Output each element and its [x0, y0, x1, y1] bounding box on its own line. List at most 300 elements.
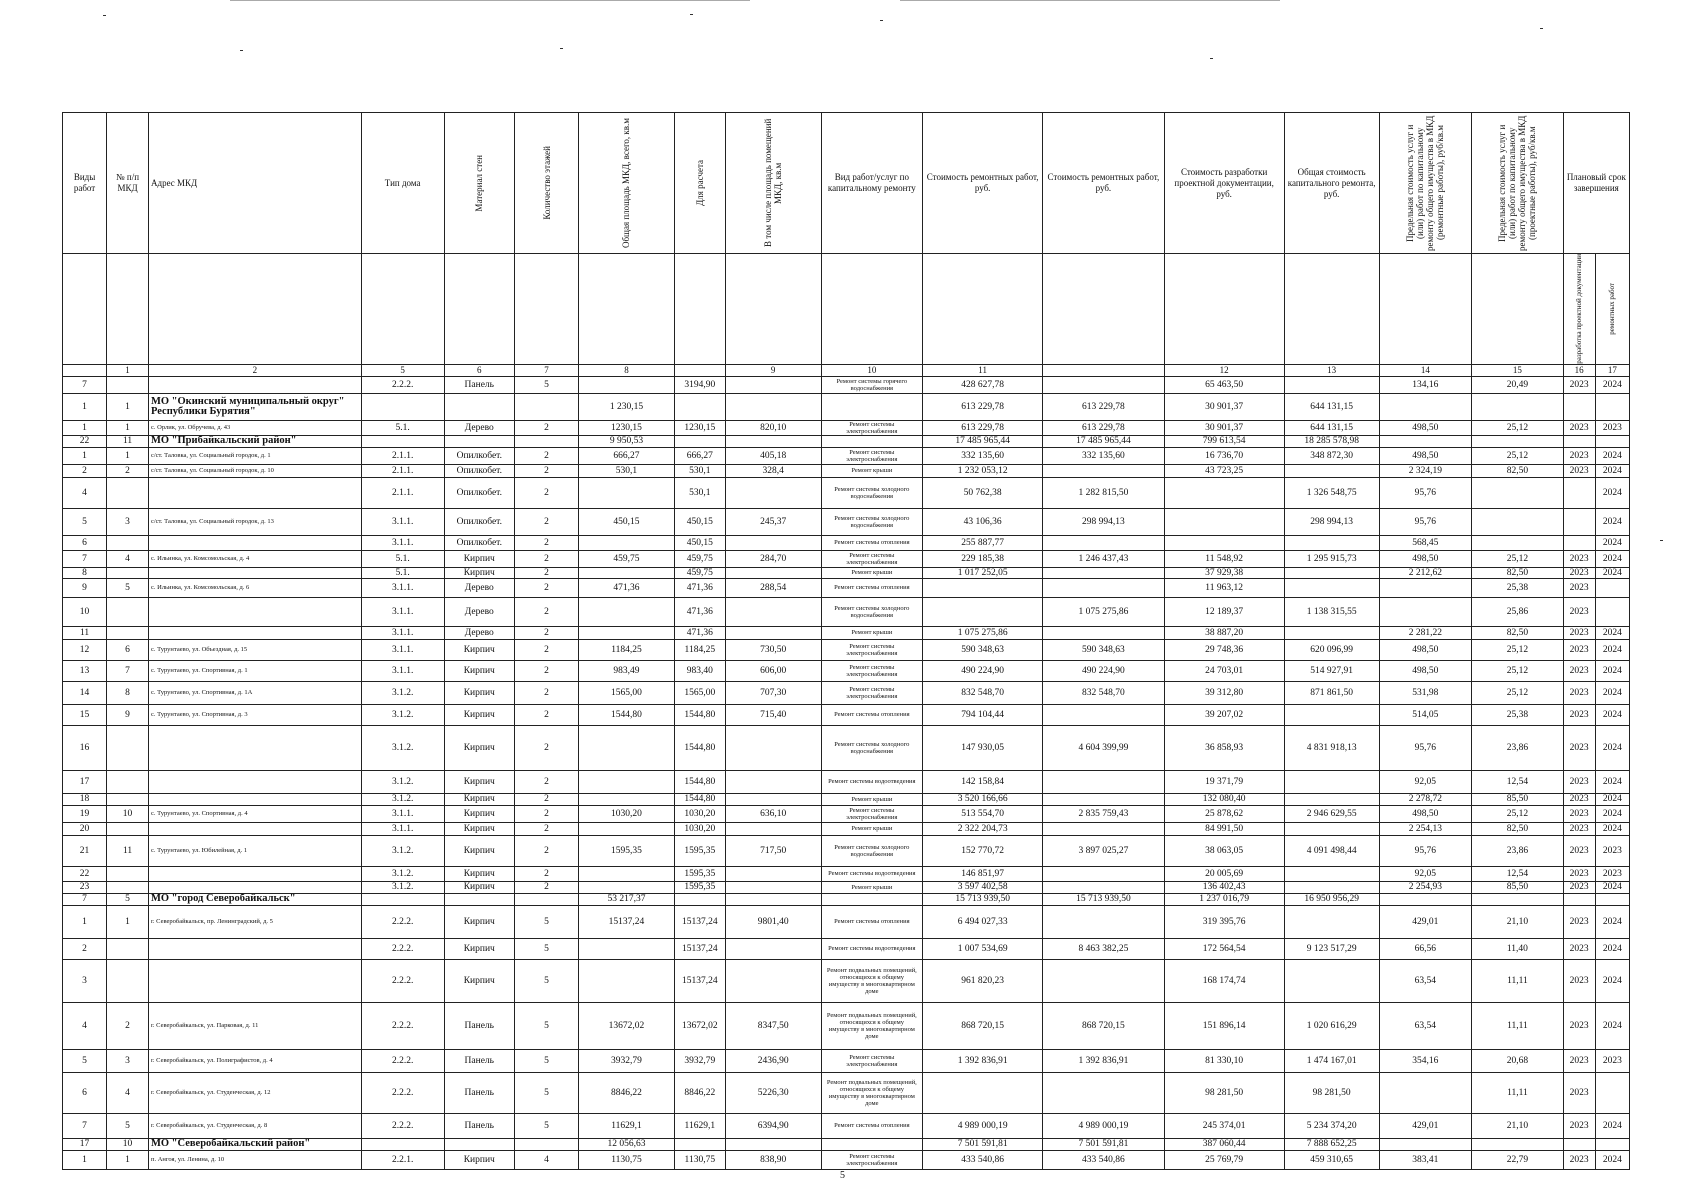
table-cell: 5.1.: [361, 550, 444, 567]
table-cell: 3.1.1.: [361, 805, 444, 822]
table-row: [63, 550, 1630, 567]
table-cell: 1 020 616,29: [1284, 1002, 1379, 1049]
table-cell: 18: [63, 793, 107, 805]
table-cell: Кирпич: [444, 793, 515, 805]
table-cell: [821, 1138, 922, 1150]
table-cell: 2024: [1595, 550, 1629, 567]
table-cell: 1030,20: [674, 805, 725, 822]
table-row: [63, 938, 1630, 959]
table-cell: [107, 535, 149, 550]
table-cell: 514,05: [1379, 704, 1472, 725]
table-cell: [579, 793, 675, 805]
table-cell: 10: [63, 597, 107, 626]
table-cell: Ремонт подвальных помещений, относящихся к общему имуществу в многоквартирном доме: [821, 959, 922, 1002]
table-cell: [1284, 578, 1379, 597]
table-cell: 92,05: [1379, 770, 1472, 793]
table-cell: Дерево: [444, 597, 515, 626]
table-row: [63, 477, 1630, 508]
table-cell: Ремонт системы горячего водоснабжения: [821, 376, 922, 393]
table-cell: 498,50: [1379, 639, 1472, 660]
table-cell: 7 501 591,81: [923, 1138, 1043, 1150]
table-cell: 2.1.1.: [361, 477, 444, 508]
table-cell: 2: [515, 508, 579, 535]
table-cell: 2: [515, 835, 579, 866]
table-cell: 490 224,90: [1043, 660, 1164, 681]
table-cell: 2 254,13: [1379, 822, 1472, 835]
table-cell: 387 060,44: [1164, 1138, 1284, 1150]
table-cell: 19 371,79: [1164, 770, 1284, 793]
table-cell: [725, 376, 821, 393]
table-cell: Кирпич: [444, 1150, 515, 1169]
table-cell: [107, 477, 149, 508]
table-cell: 644 131,15: [1284, 393, 1379, 420]
table-cell: [107, 959, 149, 1002]
table-cell: [1595, 578, 1629, 597]
table-cell: 25,12: [1472, 805, 1564, 822]
table-cell: [361, 1138, 444, 1150]
table-cell: 3: [63, 959, 107, 1002]
table-cell: 38 063,05: [1164, 835, 1284, 866]
header-floors: Количество этажей: [515, 113, 579, 254]
table-cell: [1284, 376, 1379, 393]
table-row: [63, 681, 1630, 704]
table-cell: [1563, 893, 1595, 905]
table-cell: Ремонт крыши: [821, 881, 922, 893]
table-row: [63, 822, 1630, 835]
table-cell: 19: [63, 805, 107, 822]
table-cell: [1043, 626, 1164, 639]
table-cell: с/ст. Таловка, ул. Социальный городок, д. 13: [148, 508, 361, 535]
table-cell: 284,70: [725, 550, 821, 567]
table-cell: 1 246 437,43: [1043, 550, 1164, 567]
table-cell: 82,50: [1472, 822, 1564, 835]
table-cell: 730,50: [725, 639, 821, 660]
table-cell: Кирпич: [444, 704, 515, 725]
table-cell: 36 858,93: [1164, 725, 1284, 770]
table-cell: 2024: [1595, 508, 1629, 535]
table-cell: 21,10: [1472, 1113, 1564, 1138]
table-cell: [148, 626, 361, 639]
table-cell: [148, 881, 361, 893]
table-cell: 498,50: [1379, 660, 1472, 681]
table-cell: 6394,90: [725, 1113, 821, 1138]
table-cell: 2.1.1.: [361, 447, 444, 464]
table-cell: 2024: [1595, 1002, 1629, 1049]
table-cell: 8846,22: [674, 1072, 725, 1113]
table-cell: 3932,79: [674, 1049, 725, 1072]
table-row: [63, 567, 1630, 578]
table-cell: 2.2.2.: [361, 905, 444, 938]
table-cell: [1379, 1138, 1472, 1150]
table-cell: 1 232 053,12: [923, 464, 1043, 477]
table-row: [63, 508, 1630, 535]
table-cell: 832 548,70: [923, 681, 1043, 704]
table-cell: 471,36: [674, 626, 725, 639]
table-cell: 1230,15: [674, 420, 725, 435]
table-cell: [107, 938, 149, 959]
header-wall-material: Материал стен: [444, 113, 515, 254]
table-cell: 1: [107, 905, 149, 938]
table-cell: 2 281,22: [1379, 626, 1472, 639]
table-cell: 2024: [1595, 905, 1629, 938]
table-cell: 82,50: [1472, 464, 1564, 477]
table-cell: [444, 1138, 515, 1150]
table-cell: 4: [515, 1150, 579, 1169]
table-cell: 2: [515, 681, 579, 704]
table-cell: 172 564,54: [1164, 938, 1284, 959]
table-cell: [725, 1138, 821, 1150]
table-cell: Ремонт системы электроснабжения: [821, 805, 922, 822]
table-cell: [1472, 435, 1564, 447]
table-cell: Ремонт системы электроснабжения: [821, 639, 922, 660]
table-cell: 23: [63, 881, 107, 893]
table-cell: 2023: [1595, 1049, 1629, 1072]
table-cell: [1595, 1072, 1629, 1113]
table-cell: 2 278,72: [1379, 793, 1472, 805]
table-cell: [579, 597, 675, 626]
header-design-cost: Стоимость разработки проектной документации, руб.: [1164, 113, 1284, 254]
table-cell: [725, 959, 821, 1002]
table-cell: 3.1.2.: [361, 770, 444, 793]
table-cell: [674, 393, 725, 420]
table-cell: 255 887,77: [923, 535, 1043, 550]
table-cell: 2023: [1563, 1113, 1595, 1138]
table-cell: 82,50: [1472, 567, 1564, 578]
table-cell: 3 520 166,66: [923, 793, 1043, 805]
table-cell: 245,37: [725, 508, 821, 535]
table-cell: 20 005,69: [1164, 866, 1284, 881]
table-cell: [725, 567, 821, 578]
table-cell: 613 229,78: [923, 393, 1043, 420]
table-cell: 10: [107, 1138, 149, 1150]
table-cell: Дерево: [444, 626, 515, 639]
table-row: [63, 770, 1630, 793]
table-cell: 3.1.1.: [361, 578, 444, 597]
table-cell: Ремонт системы холодного водоснабжения: [821, 597, 922, 626]
table-cell: [1472, 1138, 1564, 1150]
table-cell: 2024: [1595, 805, 1629, 822]
table-cell: 3: [107, 508, 149, 535]
table-cell: 2023: [1563, 681, 1595, 704]
table-cell: 39 312,80: [1164, 681, 1284, 704]
table-row: [63, 660, 1630, 681]
table-cell: 7: [107, 660, 149, 681]
table-cell: 2023: [1563, 597, 1595, 626]
table-cell: 11: [107, 435, 149, 447]
table-cell: [725, 725, 821, 770]
table-cell: 1595,35: [674, 835, 725, 866]
table-cell: 136 402,43: [1164, 881, 1284, 893]
table-row: [63, 435, 1630, 447]
table-cell: 12,54: [1472, 770, 1564, 793]
table-cell: [148, 477, 361, 508]
table-row: [63, 704, 1630, 725]
table-cell: Ремонт системы отопления: [821, 704, 922, 725]
table-cell: [725, 626, 821, 639]
table-cell: [923, 1072, 1043, 1113]
table-cell: 7 888 652,25: [1284, 1138, 1379, 1150]
table-cell: 168 174,74: [1164, 959, 1284, 1002]
table-cell: [1284, 704, 1379, 725]
table-cell: 15: [63, 704, 107, 725]
table-cell: Ремонт системы электроснабжения: [821, 447, 922, 464]
table-cell: 2: [107, 464, 149, 477]
table-cell: Панель: [444, 1072, 515, 1113]
table-cell: 715,40: [725, 704, 821, 725]
table-cell: 2023: [1563, 938, 1595, 959]
table-cell: [1043, 464, 1164, 477]
table-cell: [107, 793, 149, 805]
table-cell: 2.2.2.: [361, 1113, 444, 1138]
subheader-row: [63, 254, 1630, 365]
table-cell: 3.1.1.: [361, 660, 444, 681]
table-cell: 25,38: [1472, 704, 1564, 725]
table-cell: [444, 393, 515, 420]
table-cell: 471,36: [674, 597, 725, 626]
table-cell: [148, 535, 361, 550]
table-cell: 66,56: [1379, 938, 1472, 959]
table-cell: Дерево: [444, 420, 515, 435]
table-cell: [1563, 508, 1595, 535]
table-cell: 6: [63, 535, 107, 550]
table-cell: 1 295 915,73: [1284, 550, 1379, 567]
table-cell: 433 540,86: [1043, 1150, 1164, 1169]
table-cell: 2024: [1595, 626, 1629, 639]
works-table-container: [62, 112, 1630, 1170]
table-cell: 2.2.2.: [361, 938, 444, 959]
table-cell: 3.1.1.: [361, 626, 444, 639]
page-number: 5: [840, 1170, 845, 1181]
table-cell: 8347,50: [725, 1002, 821, 1049]
table-cell: [515, 393, 579, 420]
table-cell: Ремонт системы электроснабжения: [821, 1150, 922, 1169]
table-cell: 5: [107, 578, 149, 597]
table-cell: 9801,40: [725, 905, 821, 938]
table-cell: 6 494 027,33: [923, 905, 1043, 938]
table-cell: [579, 477, 675, 508]
table-cell: 498,50: [1379, 447, 1472, 464]
table-cell: [821, 893, 922, 905]
table-cell: [1043, 567, 1164, 578]
table-cell: 1595,35: [674, 881, 725, 893]
table-cell: Ремонт системы электроснабжения: [821, 681, 922, 704]
table-cell: 147 930,05: [923, 725, 1043, 770]
table-cell: 98 281,50: [1284, 1072, 1379, 1113]
table-cell: 514 927,91: [1284, 660, 1379, 681]
header-mkd-number: № п/п МКД: [107, 113, 149, 254]
table-cell: [148, 793, 361, 805]
table-cell: 2023: [1563, 959, 1595, 1002]
table-cell: 332 135,60: [1043, 447, 1164, 464]
table-cell: 620 096,99: [1284, 639, 1379, 660]
table-cell: 15 713 939,50: [1043, 893, 1164, 905]
column-number: 12: [1164, 364, 1284, 376]
table-cell: 22: [63, 435, 107, 447]
table-cell: [1472, 893, 1564, 905]
table-cell: 15137,24: [579, 905, 675, 938]
table-cell: 1595,35: [674, 866, 725, 881]
table-cell: [579, 567, 675, 578]
table-cell: 3.1.1.: [361, 822, 444, 835]
table-cell: 11: [107, 835, 149, 866]
table-cell: 1565,00: [674, 681, 725, 704]
table-cell: 298 994,13: [1043, 508, 1164, 535]
table-row: [63, 447, 1630, 464]
table-cell: 328,4: [725, 464, 821, 477]
table-cell: Ремонт крыши: [821, 793, 922, 805]
table-cell: 229 185,38: [923, 550, 1043, 567]
table-cell: [579, 725, 675, 770]
table-cell: 568,45: [1379, 535, 1472, 550]
subheader-design: разработка проектной документации: [1563, 254, 1595, 365]
table-cell: [148, 567, 361, 578]
table-cell: 2023: [1563, 704, 1595, 725]
table-cell: 11,11: [1472, 1002, 1564, 1049]
table-cell: 11 963,12: [1164, 578, 1284, 597]
table-cell: 18 285 578,98: [1284, 435, 1379, 447]
table-row: [63, 420, 1630, 435]
table-row: [63, 1002, 1630, 1049]
table-cell: г. Северобайкальск, ул. Полиграфистов, д. 4: [148, 1049, 361, 1072]
table-cell: Дерево: [444, 578, 515, 597]
table-cell: 1: [107, 393, 149, 420]
table-cell: 4: [63, 1002, 107, 1049]
table-cell: 2023: [1563, 866, 1595, 881]
table-cell: 1230,15: [579, 420, 675, 435]
table-cell: 405,18: [725, 447, 821, 464]
table-row: [63, 725, 1630, 770]
table-cell: 14: [63, 681, 107, 704]
table-cell: 15 713 939,50: [923, 893, 1043, 905]
table-row: [63, 905, 1630, 938]
table-cell: 2: [63, 464, 107, 477]
table-cell: [148, 597, 361, 626]
header-premises-area: В том числе площадь помещений МКД, кв.м: [725, 113, 821, 254]
table-cell: Ремонт крыши: [821, 567, 922, 578]
table-cell: 2.2.2.: [361, 376, 444, 393]
table-cell: 12 056,63: [579, 1138, 675, 1150]
table-cell: 3.1.1.: [361, 639, 444, 660]
table-cell: 636,10: [725, 805, 821, 822]
column-number: 9: [725, 364, 821, 376]
table-cell: 4 989 000,19: [923, 1113, 1043, 1138]
table-cell: [821, 435, 922, 447]
table-cell: 288,54: [725, 578, 821, 597]
table-cell: [107, 770, 149, 793]
table-cell: 134,16: [1379, 376, 1472, 393]
table-cell: 4 091 498,44: [1284, 835, 1379, 866]
table-cell: [1043, 959, 1164, 1002]
table-cell: 2 322 204,73: [923, 822, 1043, 835]
table-cell: 2: [515, 725, 579, 770]
table-cell: 2: [63, 938, 107, 959]
table-cell: [1043, 704, 1164, 725]
table-row: [63, 881, 1630, 893]
table-cell: 11629,1: [674, 1113, 725, 1138]
table-cell: 530,1: [674, 477, 725, 508]
table-cell: 2023: [1563, 550, 1595, 567]
table-cell: Опилкобет.: [444, 535, 515, 550]
table-cell: 7: [63, 376, 107, 393]
table-cell: [148, 822, 361, 835]
table-cell: 2023: [1563, 447, 1595, 464]
table-row: [63, 1113, 1630, 1138]
table-cell: [725, 597, 821, 626]
table-row: [63, 597, 1630, 626]
table-cell: Кирпич: [444, 822, 515, 835]
subheader-repair: ремонтных работ: [1595, 254, 1629, 365]
column-number: 15: [1472, 364, 1564, 376]
table-cell: [148, 959, 361, 1002]
table-cell: 2: [107, 1002, 149, 1049]
table-cell: 25 878,62: [1164, 805, 1284, 822]
table-cell: 2024: [1595, 535, 1629, 550]
table-cell: 1544,80: [579, 704, 675, 725]
table-cell: 13672,02: [579, 1002, 675, 1049]
table-cell: 2 946 629,55: [1284, 805, 1379, 822]
table-cell: Кирпич: [444, 905, 515, 938]
table-cell: [361, 435, 444, 447]
table-cell: Кирпич: [444, 835, 515, 866]
table-cell: [1379, 1072, 1472, 1113]
table-cell: 11 548,92: [1164, 550, 1284, 567]
table-cell: Панель: [444, 1049, 515, 1072]
table-cell: [515, 893, 579, 905]
table-cell: 2023: [1563, 567, 1595, 578]
table-cell: [444, 893, 515, 905]
table-cell: [1595, 435, 1629, 447]
table-cell: [148, 866, 361, 881]
table-cell: 63,54: [1379, 1002, 1472, 1049]
table-cell: 2023: [1595, 420, 1629, 435]
table-cell: [1043, 376, 1164, 393]
table-cell: 2 324,19: [1379, 464, 1472, 477]
table-cell: 2: [515, 535, 579, 550]
table-cell: 4 989 000,19: [1043, 1113, 1164, 1138]
table-cell: 1 237 016,79: [1164, 893, 1284, 905]
column-number: 8: [579, 364, 675, 376]
table-cell: [1043, 881, 1164, 893]
table-cell: 1 075 275,86: [923, 626, 1043, 639]
table-cell: 1544,80: [674, 725, 725, 770]
table-cell: Ремонт системы водоотведения: [821, 866, 922, 881]
table-cell: [821, 393, 922, 420]
table-cell: 5: [63, 508, 107, 535]
table-cell: [674, 893, 725, 905]
table-cell: [361, 393, 444, 420]
table-cell: 1: [63, 420, 107, 435]
table-cell: 24 703,01: [1164, 660, 1284, 681]
table-cell: Кирпич: [444, 550, 515, 567]
table-cell: [107, 626, 149, 639]
table-cell: [1472, 393, 1564, 420]
table-cell: 3.1.2.: [361, 725, 444, 770]
table-cell: [1563, 393, 1595, 420]
table-cell: 15137,24: [674, 905, 725, 938]
table-cell: 498,50: [1379, 420, 1472, 435]
table-cell: 2.2.2.: [361, 959, 444, 1002]
table-cell: [107, 822, 149, 835]
table-cell: [579, 881, 675, 893]
table-body: [63, 376, 1630, 1169]
table-cell: 513 554,70: [923, 805, 1043, 822]
table-cell: [107, 567, 149, 578]
table-cell: 5: [63, 1049, 107, 1072]
table-cell: [148, 770, 361, 793]
table-cell: 85,50: [1472, 793, 1564, 805]
table-row: [63, 893, 1630, 905]
table-cell: 433 540,86: [923, 1150, 1043, 1169]
